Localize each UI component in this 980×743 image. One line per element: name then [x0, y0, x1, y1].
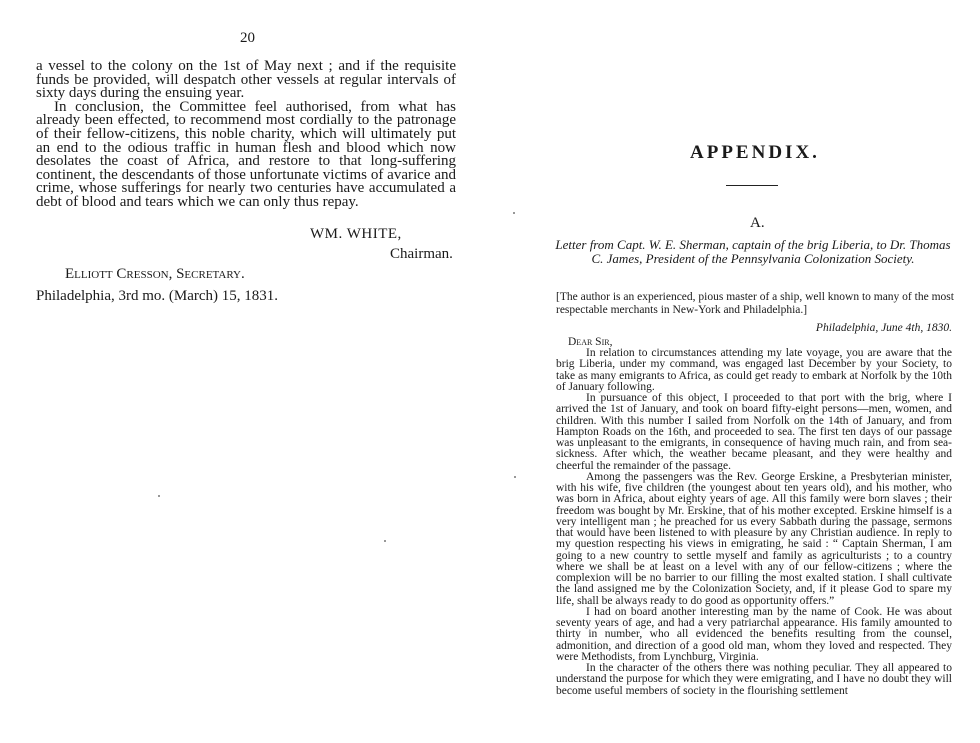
title-rule — [726, 185, 778, 186]
letter-paragraph: I had on board another interesting man by the name of Cook. He was about seventy years of age, and had a very patriarchal appearance. His family amounted to thirty in number, who all evidenced the benefits resulting from the counsel, admonition, and direction of a good old man, whom they loved and respected. They were Methodists, from Lynchburg, Virginia. — [556, 605, 952, 663]
committee-report-text — [36, 60, 456, 210]
paper-speck — [384, 540, 386, 542]
letter-body — [556, 348, 952, 697]
letter-paragraph: In the character of the others there was nothing peculiar. They all appeared to understand the purpose for which they were emigrating, and I have no doubt they will become useful members of society in the flourishing settlement — [556, 662, 952, 697]
page-number: 20 — [240, 30, 255, 46]
report-paragraph: a vessel to the colony on the 1st of May next ; and if the requisite funds be provided, will despatch other vessels at regular intervals of sixty days during the ensuing year. — [36, 58, 456, 102]
salutation: Dear Sir, — [568, 336, 613, 348]
paper-speck — [513, 212, 515, 214]
paper-speck — [158, 495, 160, 497]
report-paragraph: In conclusion, the Committee feel authorised, from what has already been effected, to recommend most cordially to the patronage of their fellow-citizens, this noble charity, which will ultimately put an end to the odious traffic in human flesh and blood which now desolates the coast of Africa, and restore to that long-suffering continent, the descendants of those unfortunate victims of avarice and crime, whose sufferings for nearly two centuries have accumulated a debt of blood and tears which we can only thus repay. — [36, 98, 456, 210]
editor-note: [The author is an experienced, pious master of a ship, well known to many of the most respectable merchants in New-York and Philadelphia.] — [556, 291, 954, 316]
chairman-name: WM. WHITE, — [310, 226, 402, 242]
chairman-title: Chairman. — [390, 246, 453, 262]
letter-paragraph: In relation to circumstances attending my late voyage, you are aware that the brig Liberia, under my command, was engaged last December by your Society, to take as many emigrants to Africa, as could get ready to embark at Norfolk by the 10th of January following. — [556, 347, 952, 393]
paper-speck — [514, 476, 516, 478]
place-date: Philadelphia, 3rd mo. (March) 15, 1831. — [36, 288, 279, 304]
section-letter: A. — [750, 215, 765, 231]
appendix-title: APPENDIX. — [690, 142, 820, 163]
right-page — [490, 0, 980, 743]
letter-heading: Letter from Capt. W. E. Sherman, captain of the brig Liberia, to Dr. Thomas C. James, President of the Pennsylvania Colonization Society. — [555, 237, 951, 266]
letter-paragraph: Among the passengers was the Rev. George Erskine, a Presbyterian minister, with his wife, five children (the youngest about ten years old), and his mother, who was born in Africa, about eighty years of age. All this family were born slaves ; their freedom was bought by Mr. Erskine, that of his mother excepted. Erskine himself is a very intelligent man ; he preached for us every Sabbath during the passage, sermons that would have been listened to with pleasure by any Christian audience. In reply to my question respecting his views in emigrating, he said : “ Captain Sherman, I am going to a new country to settle myself and family as agriculturists ; to a country where we shall be at least on a level with any of our fellow-citizens ; where the complexion will be no barrier to our filling the most exalted station. I shall cultivate the land assigned me by the Colonization Society, and, if it please God to spare my life, shall be always ready to do good as opportunity offers.” — [556, 470, 952, 607]
letter-paragraph: In pursuance of this object, I proceeded to that port with the brig, where I arrived the 1st of January, and took on board fifty-eight persons—men, women, and children. With this number I sailed from Norfolk on the 14th of January, and from Hampton Roads on the 16th, and proceeded to sea. The first ten days of our passage was unpleasant to the emigrants, in consequence of having much rain, and from sea-sickness. After which, the weather became pleasant, and they were healthy and cheerful the remainder of the passage. — [556, 392, 952, 472]
letter-date: Philadelphia, June 4th, 1830. — [815, 322, 952, 334]
secretary-line: Elliott Cresson, Secretary. — [65, 266, 245, 282]
